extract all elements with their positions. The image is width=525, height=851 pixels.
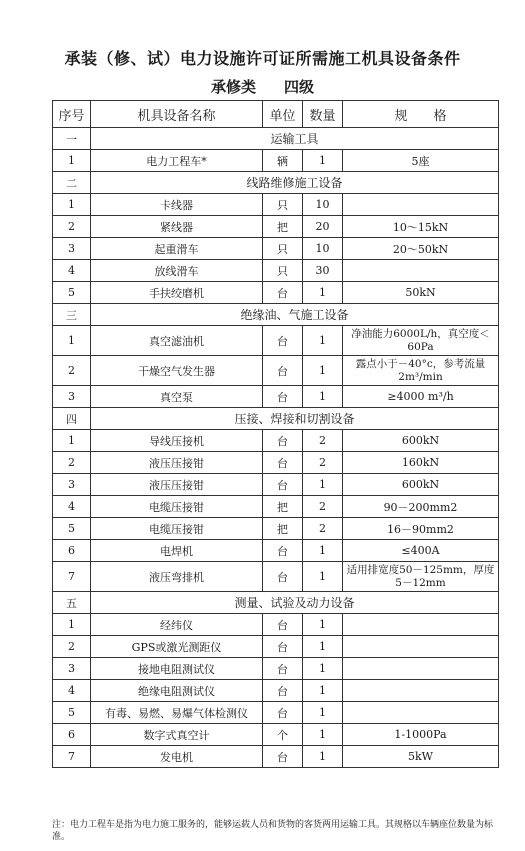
cell-unit: 台: [263, 636, 303, 658]
table-row: [53, 326, 499, 356]
cell-no: 1: [53, 194, 91, 216]
cell-name: 液压弯排机: [91, 562, 263, 592]
cell-qty: 10: [303, 194, 343, 216]
section-row: [53, 592, 499, 614]
table-row: [53, 150, 499, 172]
cell-spec: 1-1000Pa: [343, 724, 499, 746]
table-row: [53, 702, 499, 724]
cell-name: 电缆压接钳: [91, 496, 263, 518]
table-row: [53, 562, 499, 592]
cell-unit: 台: [263, 474, 303, 496]
cell-unit: 只: [263, 194, 303, 216]
cell-unit: 个: [263, 724, 303, 746]
cell-unit: 辆: [263, 150, 303, 172]
cell-qty: 2: [303, 452, 343, 474]
cell-no: 1: [53, 150, 91, 172]
cell-qty: 1: [303, 658, 343, 680]
table-row: [53, 746, 499, 768]
cell-no: 2: [53, 356, 91, 386]
cell-no: 5: [53, 518, 91, 540]
cell-name: 电力工程车*: [91, 150, 263, 172]
cell-unit: 只: [263, 238, 303, 260]
cell-qty: 1: [303, 562, 343, 592]
cell-spec: 600kN: [343, 430, 499, 452]
cell-name: 电焊机: [91, 540, 263, 562]
cell-qty: 1: [303, 474, 343, 496]
cell-qty: 1: [303, 150, 343, 172]
cell-qty: 1: [303, 746, 343, 768]
section-row: [53, 172, 499, 194]
cell-spec: ≥4000 m³/h: [343, 386, 499, 408]
header-qty: 数量: [303, 101, 343, 128]
cell-spec: 50kN: [343, 282, 499, 304]
cell-spec: 露点小于－40°c，参考流量2m³/min: [343, 356, 499, 386]
table-row: [53, 518, 499, 540]
cell-spec: ≤400A: [343, 540, 499, 562]
cell-unit: 台: [263, 680, 303, 702]
cell-name: 发电机: [91, 746, 263, 768]
cell-name: 紧线器: [91, 216, 263, 238]
cell-qty: 1: [303, 386, 343, 408]
cell-name: 卡线器: [91, 194, 263, 216]
cell-spec: 90－200mm2: [343, 496, 499, 518]
table-row: [53, 452, 499, 474]
cell-no: 5: [53, 282, 91, 304]
table-row: [53, 614, 499, 636]
cell-qty: 1: [303, 702, 343, 724]
cell-no: 1: [53, 614, 91, 636]
cell-name: 有毒、易燃、易爆气体检测仪: [91, 702, 263, 724]
cell-no: 3: [53, 658, 91, 680]
cell-spec: 600kN: [343, 474, 499, 496]
cell-name: 手扶绞磨机: [91, 282, 263, 304]
cell-spec: [343, 636, 499, 658]
cell-unit: 只: [263, 260, 303, 282]
document-subtitle: [0, 76, 525, 97]
table-body: [53, 128, 499, 768]
cell-unit: 台: [263, 356, 303, 386]
cell-name: 真空泵: [91, 386, 263, 408]
footnote: 注：电力工程车是指为电力施工服务的，能够运载人员和货物的客货两用运输工具。其规格以车辆座位数量为标准。: [52, 820, 494, 842]
cell-no: 4: [53, 496, 91, 518]
cell-unit: 台: [263, 430, 303, 452]
table-row: [53, 724, 499, 746]
cell-name: 导线压接机: [91, 430, 263, 452]
cell-spec: 净油能力6000L/h，真空度＜60Pa: [343, 326, 499, 356]
cell-spec: 适用排宽度50－125mm，厚度5－12mm: [343, 562, 499, 592]
section-index: 四: [53, 408, 91, 430]
cell-spec: 5座: [343, 150, 499, 172]
header-name: 机具设备名称: [91, 101, 263, 128]
cell-unit: 台: [263, 540, 303, 562]
cell-spec: 20～50kN: [343, 238, 499, 260]
cell-qty: 1: [303, 356, 343, 386]
cell-qty: 1: [303, 636, 343, 658]
cell-unit: 台: [263, 326, 303, 356]
cell-no: 3: [53, 474, 91, 496]
header-spec: 规 格: [343, 101, 499, 128]
cell-no: 7: [53, 562, 91, 592]
section-index: 二: [53, 172, 91, 194]
table-header-row: [53, 101, 499, 128]
section-title: 测量、试验及动力设备: [91, 592, 499, 614]
table-row: [53, 238, 499, 260]
section-row: [53, 128, 499, 150]
table-row: [53, 430, 499, 452]
table-row: [53, 540, 499, 562]
cell-no: 2: [53, 452, 91, 474]
cell-no: 1: [53, 430, 91, 452]
cell-name: 干燥空气发生器: [91, 356, 263, 386]
table-row: [53, 386, 499, 408]
cell-unit: 台: [263, 658, 303, 680]
cell-name: 接地电阻测试仪: [91, 658, 263, 680]
cell-unit: 台: [263, 282, 303, 304]
cell-spec: 16－90mm2: [343, 518, 499, 540]
table-row: [53, 260, 499, 282]
cell-no: 6: [53, 724, 91, 746]
cell-qty: 30: [303, 260, 343, 282]
section-title: 压接、焊接和切割设备: [91, 408, 499, 430]
cell-no: 2: [53, 216, 91, 238]
cell-unit: 台: [263, 702, 303, 724]
cell-no: 5: [53, 702, 91, 724]
cell-qty: 10: [303, 238, 343, 260]
cell-name: 绝缘电阻测试仪: [91, 680, 263, 702]
cell-qty: 1: [303, 614, 343, 636]
cell-name: 真空滤油机: [91, 326, 263, 356]
cell-name: GPS或激光测距仪: [91, 636, 263, 658]
cell-qty: 2: [303, 430, 343, 452]
cell-qty: 2: [303, 518, 343, 540]
cell-no: 4: [53, 260, 91, 282]
section-title: 运输工具: [91, 128, 499, 150]
cell-no: 7: [53, 746, 91, 768]
cell-no: 3: [53, 238, 91, 260]
cell-qty: 2: [303, 496, 343, 518]
header-no: 序号: [53, 101, 91, 128]
cell-spec: [343, 614, 499, 636]
table-row: [53, 474, 499, 496]
cell-name: 数字式真空计: [91, 724, 263, 746]
cell-name: 液压压接钳: [91, 452, 263, 474]
cell-no: 1: [53, 326, 91, 356]
cell-unit: 台: [263, 614, 303, 636]
section-index: 五: [53, 592, 91, 614]
cell-spec: 10～15kN: [343, 216, 499, 238]
cell-spec: [343, 260, 499, 282]
cell-no: 6: [53, 540, 91, 562]
cell-spec: [343, 680, 499, 702]
cell-spec: [343, 658, 499, 680]
cell-no: 4: [53, 680, 91, 702]
cell-qty: 1: [303, 326, 343, 356]
table-row: [53, 216, 499, 238]
cell-qty: 1: [303, 724, 343, 746]
cell-unit: 台: [263, 452, 303, 474]
cell-no: 3: [53, 386, 91, 408]
cell-spec: 160kN: [343, 452, 499, 474]
cell-name: 放线滑车: [91, 260, 263, 282]
section-index: 一: [53, 128, 91, 150]
cell-name: 起重滑车: [91, 238, 263, 260]
cell-name: 电缆压接钳: [91, 518, 263, 540]
section-index: 三: [53, 304, 91, 326]
cell-qty: 1: [303, 680, 343, 702]
cell-name: 经纬仪: [91, 614, 263, 636]
table-row: [53, 356, 499, 386]
section-title: 线路维修施工设备: [91, 172, 499, 194]
category-label: 承修类: [210, 78, 256, 96]
section-title: 绝缘油、气施工设备: [91, 304, 499, 326]
section-row: [53, 408, 499, 430]
cell-unit: 台: [263, 562, 303, 592]
table-row: [53, 496, 499, 518]
document-title: 承装（修、试）电力设施许可证所需施工机具设备条件: [64, 49, 461, 68]
cell-unit: 台: [263, 746, 303, 768]
table-row: [53, 194, 499, 216]
cell-spec: [343, 194, 499, 216]
cell-unit: 把: [263, 496, 303, 518]
equipment-table: [52, 100, 499, 768]
level-label: 四级: [284, 78, 315, 96]
cell-no: 2: [53, 636, 91, 658]
cell-name: 液压压接钳: [91, 474, 263, 496]
table-row: [53, 636, 499, 658]
cell-unit: 台: [263, 386, 303, 408]
cell-qty: 1: [303, 540, 343, 562]
table-row: [53, 658, 499, 680]
table-row: [53, 680, 499, 702]
cell-qty: 20: [303, 216, 343, 238]
cell-unit: 把: [263, 216, 303, 238]
header-unit: 单位: [263, 101, 303, 128]
cell-qty: 1: [303, 282, 343, 304]
cell-spec: 5kW: [343, 746, 499, 768]
table-row: [53, 282, 499, 304]
cell-spec: [343, 702, 499, 724]
section-row: [53, 304, 499, 326]
cell-unit: 把: [263, 518, 303, 540]
